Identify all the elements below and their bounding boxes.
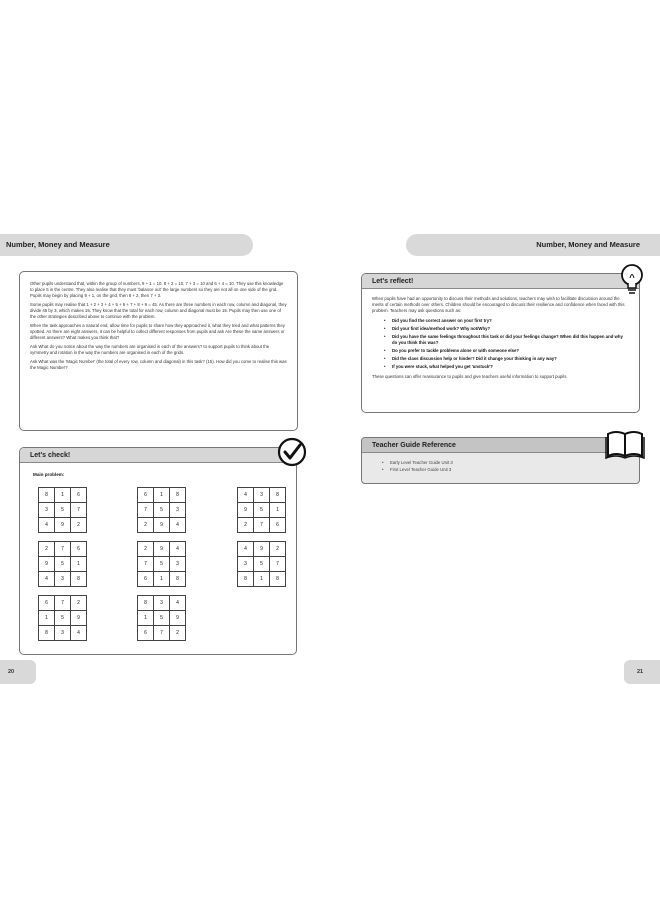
grid-cell: 5	[154, 611, 170, 626]
grid-cell: 5	[154, 503, 170, 518]
grid-cell: 6	[71, 542, 87, 557]
grid-cell: 9	[254, 542, 270, 557]
grid-cell: 4	[238, 488, 254, 503]
grid-cell: 3	[170, 503, 186, 518]
grid-cell: 9	[55, 518, 71, 533]
grid-cell: 8	[39, 488, 55, 503]
lightbulb-icon	[620, 263, 644, 297]
grid-cell: 5	[55, 503, 71, 518]
magic-square-grid	[38, 487, 87, 533]
intro-paragraph-4: Ask What do you notice about the way the numbers are organised in each of the answers? to support pupils to think about the symmetry and rotation in the way the numbers are organised in each of the grids.	[30, 344, 270, 355]
grid-cell: 5	[55, 611, 71, 626]
reflect-questions	[384, 318, 629, 370]
lets-reflect-box	[361, 273, 640, 413]
magic-square-grid	[237, 487, 286, 533]
grid-cell: 1	[138, 611, 154, 626]
reflect-question: • If you were stuck, what helped you get 'unstuck'?	[384, 364, 629, 370]
grid-cell: 3	[55, 626, 71, 641]
grid-cell: 1	[270, 503, 286, 518]
right-page-number: 21	[624, 660, 660, 684]
grid-cell: 3	[238, 557, 254, 572]
grid-cell: 2	[71, 518, 87, 533]
grid-cell: 9	[170, 611, 186, 626]
grid-cell: 2	[138, 518, 154, 533]
grid-cell: 8	[270, 488, 286, 503]
grid-cell: 8	[270, 572, 286, 587]
grid-cell: 6	[138, 626, 154, 641]
grid-cell: 3	[170, 557, 186, 572]
grid-cell: 1	[55, 488, 71, 503]
grid-cell: 9	[154, 542, 170, 557]
grid-cell: 7	[138, 557, 154, 572]
teacher-guide-box	[361, 437, 640, 484]
grid-cell: 8	[138, 596, 154, 611]
grid-cell: 4	[170, 518, 186, 533]
intro-paragraph-3: When the task approaches a natural end, allow time for pupils to share how they approached it, what they tried and what patterns they spotted. As there are eight answers, it can be helpful to collect different responses from pupils and ask Are these the same answers or different answers? What makes you think that?	[30, 323, 285, 340]
grid-cell: 9	[39, 557, 55, 572]
grid-cell: 8	[39, 626, 55, 641]
reflect-intro: When pupils have had an opportunity to discuss their methods and solutions, teachers may wish to facilitate discussion around the merits of certain methods over others. Children should be encouraged to discuss their resilience and confidence when faced with this problem. Teachers may ask questions such as:	[372, 296, 625, 313]
reflect-question: • Did you find the correct answer on your first try?	[384, 318, 629, 324]
grid-cell: 2	[138, 542, 154, 557]
magic-square-grid	[137, 487, 186, 533]
grid-cell: 9	[71, 611, 87, 626]
grid-cell: 1	[154, 572, 170, 587]
reflect-question: • Do you prefer to tackle problems alone or with someone else?	[384, 348, 629, 354]
magic-square-grid	[137, 541, 186, 587]
teacher-guide-item: • Early Level Teacher Guide Unit 3	[382, 459, 639, 466]
grid-cell: 2	[270, 542, 286, 557]
intro-paragraph-1: Other pupils understand that, within the group of numbers, 9 + 1 = 10, 8 + 2 = 10, 7 + 3 = 10 and 6 + 4 = 10. They use this knowledge to place 5 in the centre. They also realise that they must 'balance out' the large numbers so they are not all on one side of the grid. Pupils may begin by placing 9 + 1, on the grid, then 8 + 2, then 7 + 3.	[30, 281, 284, 298]
grid-cell: 7	[55, 596, 71, 611]
reflect-outro: These questions can offer reassurance to pupils and give teachers useful information to support pupils.	[372, 374, 568, 379]
grid-cell: 4	[39, 518, 55, 533]
grid-cell: 3	[254, 488, 270, 503]
magic-square-grid	[38, 595, 87, 641]
grid-cell: 6	[138, 572, 154, 587]
grid-cell: 1	[71, 557, 87, 572]
magic-square-grid	[237, 541, 286, 587]
open-book-icon	[605, 428, 645, 460]
grid-cell: 3	[39, 503, 55, 518]
grid-cell: 7	[55, 542, 71, 557]
intro-box	[19, 271, 298, 431]
grid-cell: 1	[39, 611, 55, 626]
grid-cell: 2	[39, 542, 55, 557]
lets-reflect-title: Let's reflect!	[362, 274, 639, 289]
reflect-question: • Did you have the same feelings throughout this task or did your feelings change? When did this happen and why do you think this was?	[384, 334, 629, 346]
intro-paragraph-5: Ask What was the 'Magic Number' (the total of every row, column and diagonal) in this task? (15). How did you come to realise this was the Magic Number?	[30, 359, 287, 370]
reflect-question: • Did the class discussion help or hinder? Did it change your thinking in any way?	[384, 356, 629, 362]
grid-cell: 6	[138, 488, 154, 503]
grid-cell: 5	[254, 503, 270, 518]
right-page-header: Number, Money and Measure	[406, 234, 660, 256]
grid-cell: 2	[170, 626, 186, 641]
intro-paragraph-2: Some pupils may realise that 1 + 2 + 3 + 4 + 5 + 6 + 7 + 8 + 9 = 45. As there are three numbers in each row, column and diagonal, they divide 45 by 3, which makes 15. They know that the total for each row, column and diagonal must be 15. Pupils may then use one of the other strategies described above to continue with the problem.	[30, 302, 287, 319]
lets-check-box	[19, 447, 297, 655]
grid-cell: 5	[55, 557, 71, 572]
grid-cell: 6	[39, 596, 55, 611]
magic-square-grid	[137, 595, 186, 641]
reflect-body	[362, 289, 639, 380]
lets-check-title: Let's check!	[20, 448, 296, 463]
grid-cell: 7	[71, 503, 87, 518]
grid-cell: 2	[238, 518, 254, 533]
grid-cell: 3	[55, 572, 71, 587]
grid-cell: 2	[71, 596, 87, 611]
teacher-guide-item: • First Level Teacher Guide Unit 3	[382, 466, 639, 473]
grid-cell: 4	[238, 542, 254, 557]
grid-cell: 8	[170, 572, 186, 587]
grid-cell: 9	[238, 503, 254, 518]
reflect-question: • Did your first idea/method work? Why not/Why?	[384, 326, 629, 332]
left-page-header: Number, Money and Measure	[0, 234, 253, 256]
grid-cell: 7	[254, 518, 270, 533]
check-circle-icon	[277, 437, 307, 467]
grid-cell: 1	[254, 572, 270, 587]
grid-cell: 8	[170, 488, 186, 503]
grid-cell: 5	[254, 557, 270, 572]
grid-cell: 7	[154, 626, 170, 641]
main-problem-label: Main problem:	[33, 472, 65, 477]
grid-cell: 6	[270, 518, 286, 533]
grid-cell: 4	[71, 626, 87, 641]
grid-cell: 4	[39, 572, 55, 587]
grid-cell: 6	[71, 488, 87, 503]
grid-cell: 9	[154, 518, 170, 533]
grid-cell: 7	[270, 557, 286, 572]
grid-cell: 3	[154, 596, 170, 611]
grid-cell: 8	[71, 572, 87, 587]
grid-cell: 4	[170, 542, 186, 557]
left-page-number: 20	[0, 660, 36, 684]
grid-cell: 7	[138, 503, 154, 518]
grid-cell: 5	[154, 557, 170, 572]
teacher-guide-title: Teacher Guide Reference	[362, 438, 639, 453]
grid-cell: 1	[154, 488, 170, 503]
grid-cell: 8	[238, 572, 254, 587]
teacher-guide-list	[362, 453, 639, 473]
grid-cell: 4	[170, 596, 186, 611]
magic-square-grid	[38, 541, 87, 587]
